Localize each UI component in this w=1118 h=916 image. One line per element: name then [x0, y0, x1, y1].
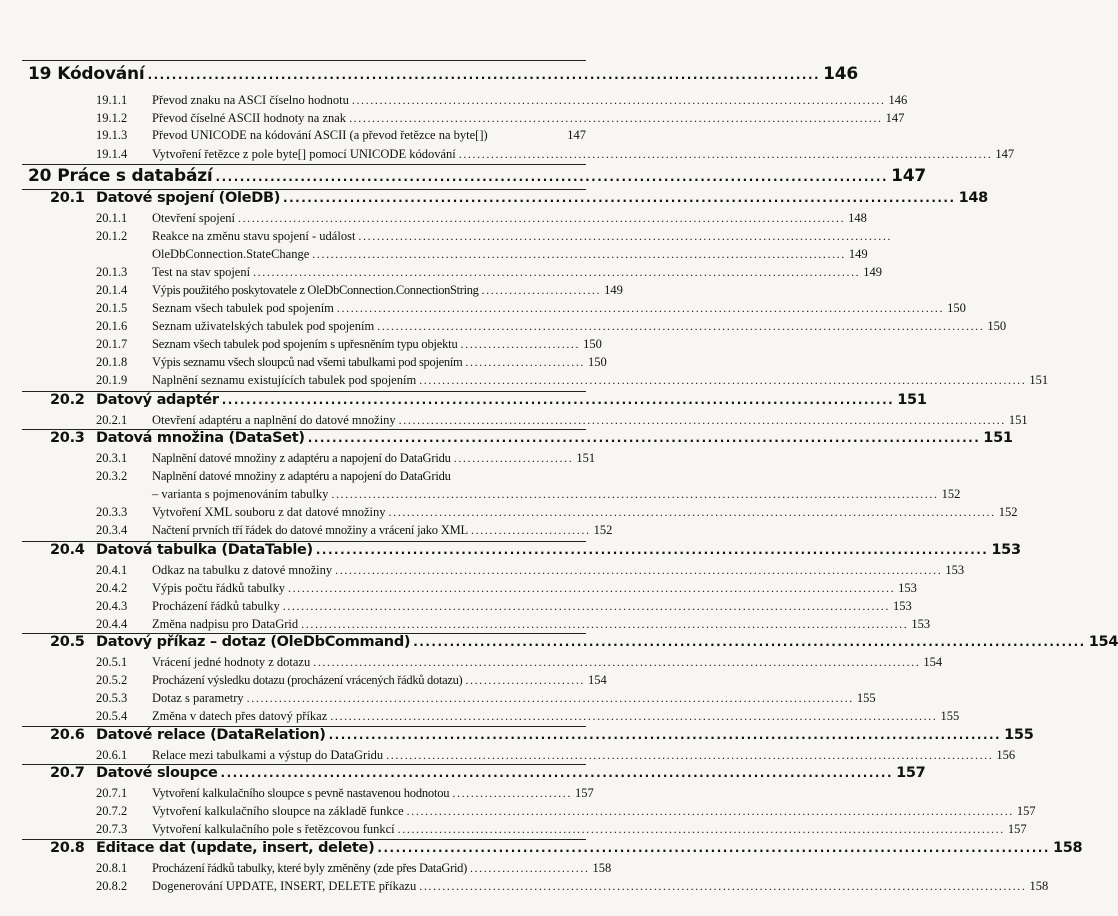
- page-number: 153: [911, 617, 931, 631]
- page-number: 154: [923, 655, 943, 669]
- dot-leader: ....................................................................................................................................: [397, 822, 1005, 836]
- entry-title: Seznam všech tabulek pod spojením: [152, 301, 334, 315]
- section-number: 20.5: [50, 634, 85, 650]
- entry-title: Otevření adaptéru a naplnění do datové množiny: [152, 413, 396, 427]
- dot-leader: ....................................................................................................................................: [301, 617, 909, 631]
- section-number: 20.2: [50, 392, 85, 408]
- entry-title: Výpis použitého poskytovatele z OleDbConnection.ConnectionString: [152, 283, 479, 297]
- page-number: 151: [1008, 413, 1028, 427]
- dot-leader: ...............................................................................................................: [315, 543, 989, 557]
- section-title: Datová tabulka (DataTable): [96, 542, 313, 558]
- entry-title: Změna v datech přes datový příkaz: [152, 709, 328, 723]
- chapter-rule: [22, 164, 586, 165]
- entry-title: Odkaz na tabulku z datové množiny: [152, 563, 333, 577]
- dot-leader: ...............................................................................................................: [307, 431, 981, 445]
- entry-number: 20.1.9: [96, 373, 128, 387]
- entry-title: Převod číselné ASCII hodnoty na znak: [152, 111, 347, 125]
- page-number: 147: [891, 166, 926, 186]
- entry-title: Vytvoření kalkulačního pole s řetězcovou funkcí: [152, 822, 395, 836]
- page-number: 149: [604, 283, 623, 297]
- entry-number: 20.8.1: [96, 861, 128, 875]
- dot-leader: ....................................................................................................................................: [419, 879, 1027, 893]
- page-number: 157: [574, 786, 594, 800]
- entry-title: Vytvoření XML souboru z dat datové množiny: [152, 505, 386, 519]
- entry-title: Naplnění datové množiny z adaptéru a napojení do DataGridu: [152, 469, 451, 483]
- page-number: 157: [1007, 822, 1027, 836]
- dot-leader: ....................................................................................................................................: [237, 211, 846, 225]
- entry-number: 20.3.1: [96, 451, 128, 465]
- entry-number: 20.5.4: [96, 709, 128, 723]
- section-number: 20.3: [50, 430, 85, 446]
- entry-number: 19.1.2: [96, 111, 128, 125]
- dot-leader: ...............................................................................................................: [147, 68, 821, 82]
- page-number: 156: [996, 748, 1016, 762]
- entry-number: 20.7.1: [96, 786, 128, 800]
- dot-leader: ....................................................................................................................................: [386, 748, 994, 762]
- dot-leader: ....................................................................................................................................: [253, 265, 861, 279]
- dot-leader: ...............................................................................................................: [220, 766, 894, 780]
- entry-number: 20.5.3: [96, 691, 128, 705]
- dot-leader: ....................................................................................................................................: [313, 655, 921, 669]
- dot-leader: ....................................................................................................................: [349, 111, 883, 125]
- section-title: Datový adaptér: [96, 392, 219, 408]
- entry-number: 20.7.2: [96, 804, 128, 818]
- dot-leader: ..........................: [481, 283, 602, 297]
- entry-number: 20.8.2: [96, 879, 128, 893]
- entry-number: 20.3.3: [96, 505, 128, 519]
- entry-title: Vytvoření řetězce z pole byte[] pomocí UNICODE kódování: [152, 147, 456, 161]
- page-number: 154: [588, 673, 607, 687]
- entry-title: Naplnění seznamu existujících tabulek pod spojením: [152, 373, 417, 387]
- entry-number: 20.3.2: [96, 469, 128, 483]
- dot-leader: ....................................................................................................................................: [330, 709, 938, 723]
- dot-leader: ....................................................................................................................................: [377, 319, 985, 333]
- section-title: Datové relace (DataRelation): [96, 727, 326, 743]
- page-number: 158: [1029, 879, 1049, 893]
- dot-leader: ....................................................................................................................: [312, 247, 846, 261]
- dot-leader: ..........................: [465, 673, 586, 687]
- page-number: 153: [945, 563, 965, 577]
- entry-number: 20.5.2: [96, 673, 128, 687]
- page-number: 153: [991, 542, 1021, 558]
- entry-title: Výpis seznamu všech sloupců nad všemi tabulkami pod spojením: [152, 355, 463, 369]
- entry-number: 20.3.4: [96, 523, 128, 537]
- page-number: 147: [567, 128, 586, 142]
- section-number: 20.6: [50, 727, 85, 743]
- chapter-title: Práce s databází: [57, 166, 213, 186]
- section-title: Datové sloupce: [96, 765, 218, 781]
- entry-number: 20.4.2: [96, 581, 128, 595]
- section-title: Datové spojení (OleDB): [96, 190, 281, 206]
- entry-number: 20.1.6: [96, 319, 128, 333]
- page-number: 152: [941, 487, 961, 501]
- dot-leader: ...............................................................................................................: [283, 191, 956, 205]
- entry-title: Test na stav spojení: [152, 265, 251, 279]
- entry-number: 20.1.5: [96, 301, 128, 315]
- page-number: 153: [892, 599, 912, 613]
- dot-leader: ..........................: [469, 861, 590, 875]
- page-number: 158: [1052, 840, 1083, 856]
- dot-leader: ..........................: [465, 355, 586, 369]
- entry-number: 19.1.1: [96, 93, 128, 107]
- dot-leader: ....................................................................................................................................: [287, 581, 896, 595]
- dot-leader: ..........................: [453, 451, 574, 465]
- chapter-rule: [22, 60, 586, 61]
- dot-leader: ..........................: [470, 523, 591, 537]
- page-number: 148: [848, 211, 867, 225]
- dot-leader: ...............................................................................................................: [215, 170, 889, 184]
- entry-title: Procházení řádků tabulky: [152, 599, 280, 613]
- dot-leader: ....................................................................................................................: [351, 93, 886, 107]
- page-number: 151: [576, 451, 596, 465]
- entry-number: 20.4.1: [96, 563, 128, 577]
- dot-leader: ....................................................................................................................................: [336, 301, 945, 315]
- dot-leader: ...............................................................................................................: [328, 728, 1002, 742]
- dot-leader: ..........................: [460, 337, 581, 351]
- entry-number: 20.6.1: [96, 748, 128, 762]
- chapter-title: Kódování: [57, 64, 145, 84]
- entry-title: Naplnění datové množiny z adaptéru a napojení do DataGridu: [152, 451, 451, 465]
- entry-title: Převod UNICODE na kódování ASCII (a převod řetězce na byte[]): [152, 128, 488, 142]
- entry-title: Seznam uživatelských tabulek pod spojením: [152, 319, 375, 333]
- page-number: 152: [593, 523, 613, 537]
- section-title: Datový příkaz – dotaz (OleDbCommand): [96, 634, 411, 650]
- entry-number: 20.4.3: [96, 599, 128, 613]
- dot-leader: ....................................................................................................................................: [388, 505, 996, 519]
- chapter-number: 20: [28, 166, 52, 186]
- entry-title: Změna nadpisu pro DataGrid: [152, 617, 299, 631]
- page-number: 150: [987, 319, 1007, 333]
- dot-leader: ....................................................................................................................................: [406, 804, 1014, 818]
- entry-title: Otevření spojení: [152, 211, 235, 225]
- page-number: 150: [583, 337, 602, 351]
- page-number: 152: [998, 505, 1018, 519]
- entry-title: Výpis počtu řádků tabulky: [152, 581, 285, 595]
- page-number: 151: [983, 430, 1013, 446]
- dot-leader: ....................................................................................................................................: [331, 487, 939, 501]
- entry-title: Dogenerování UPDATE, INSERT, DELETE příkazu: [152, 879, 417, 893]
- page-number: 157: [1016, 804, 1036, 818]
- chapter-heading[interactable]: [28, 64, 858, 84]
- entry-title: Seznam všech tabulek pod spojením s upřesněním typu objektu: [152, 337, 458, 351]
- page-number: 151: [1029, 373, 1049, 387]
- page-number: 147: [885, 111, 905, 125]
- entry-title: Procházení řádků tabulky, které byly změněny (zde přes DataGrid): [152, 861, 467, 875]
- entry-title: Reakce na změnu stavu spojení - událost: [152, 229, 356, 243]
- entry-number: 20.1.4: [96, 283, 128, 297]
- dot-leader: ...............................................................................................................: [377, 841, 1050, 855]
- section-title: Datová množina (DataSet): [96, 430, 305, 446]
- page-number: 146: [823, 64, 858, 84]
- dot-leader: ....................................................................................................................................: [282, 599, 890, 613]
- section-heading[interactable]: [0, 190, 988, 210]
- entry-title-continued: – varianta s pojmenováním tabulky: [152, 487, 329, 501]
- entry-title: Načtení prvních tří řádek do datové množiny a vrácení jako XML: [152, 523, 468, 537]
- page-number: 148: [958, 190, 988, 206]
- page-number: 149: [848, 247, 868, 261]
- page-number: 153: [898, 581, 917, 595]
- page-number: 155: [856, 691, 876, 705]
- dot-leader: ...............................................................................................................: [221, 393, 895, 407]
- page-number: 146: [888, 93, 908, 107]
- dot-leader: ....................................................................................................................................: [419, 373, 1027, 387]
- entry-number: 20.5.1: [96, 655, 128, 669]
- section-number: 20.7: [50, 765, 85, 781]
- page-number: 149: [863, 265, 883, 279]
- entry-number: 19.1.4: [96, 147, 128, 161]
- chapter-heading[interactable]: [28, 166, 926, 186]
- entry-number: 20.2.1: [96, 413, 128, 427]
- dot-leader: ....................................................................................................................................: [335, 563, 943, 577]
- dot-leader: ..........................: [452, 786, 572, 800]
- page-number: 150: [588, 355, 607, 369]
- page-number: 150: [947, 301, 966, 315]
- entry-title-continued: OleDbConnection.StateChange: [152, 247, 310, 261]
- entry-number: 20.1.2: [96, 229, 128, 243]
- entry-number: 20.1.7: [96, 337, 128, 351]
- entry-number: 20.7.3: [96, 822, 128, 836]
- entry-number: 20.1.8: [96, 355, 128, 369]
- entry-number: 19.1.3: [96, 128, 128, 142]
- chapter-number: 19: [28, 64, 52, 84]
- page-number: 155: [1004, 727, 1034, 743]
- page-number: 154: [1088, 634, 1118, 650]
- entry-number: 20.1.1: [96, 211, 128, 225]
- entry-title: Vytvoření kalkulačního sloupce na základě funkce: [152, 804, 404, 818]
- page-number: 157: [896, 765, 926, 781]
- entry-title: Procházení výsledku dotazu (procházení vrácených řádků dotazu): [152, 673, 463, 687]
- section-number: 20.1: [50, 190, 85, 206]
- entry-number: 20.1.3: [96, 265, 128, 279]
- page-number: 158: [592, 861, 612, 875]
- dot-leader: ...............................................................................................................: [413, 635, 1086, 649]
- section-number: 20.4: [50, 542, 85, 558]
- dot-leader: ....................................................................................................................................: [246, 691, 854, 705]
- entry-title: Relace mezi tabulkami a výstup do DataGridu: [152, 748, 384, 762]
- dot-leader: ....................................................................................................................................: [398, 413, 1006, 427]
- page-number: 151: [897, 392, 927, 408]
- page-number: 155: [940, 709, 960, 723]
- entry-title: Dotaz s parametry: [152, 691, 244, 705]
- entry-title: Převod znaku na ASCI číselno hodnotu: [152, 93, 349, 107]
- section-number: 20.8: [50, 840, 85, 856]
- dot-leader: ....................................................................................................................: [358, 229, 893, 243]
- entry-title: Vytvoření kalkulačního sloupce s pevně nastavenou hodnotou: [152, 786, 450, 800]
- entry-title: Vrácení jedné hodnoty z dotazu: [152, 655, 311, 669]
- dot-leader: ....................................................................................................................: [458, 147, 993, 161]
- entry-number: 20.4.4: [96, 617, 128, 631]
- section-title: Editace dat (update, insert, delete): [96, 840, 375, 856]
- page-number: 147: [995, 147, 1015, 161]
